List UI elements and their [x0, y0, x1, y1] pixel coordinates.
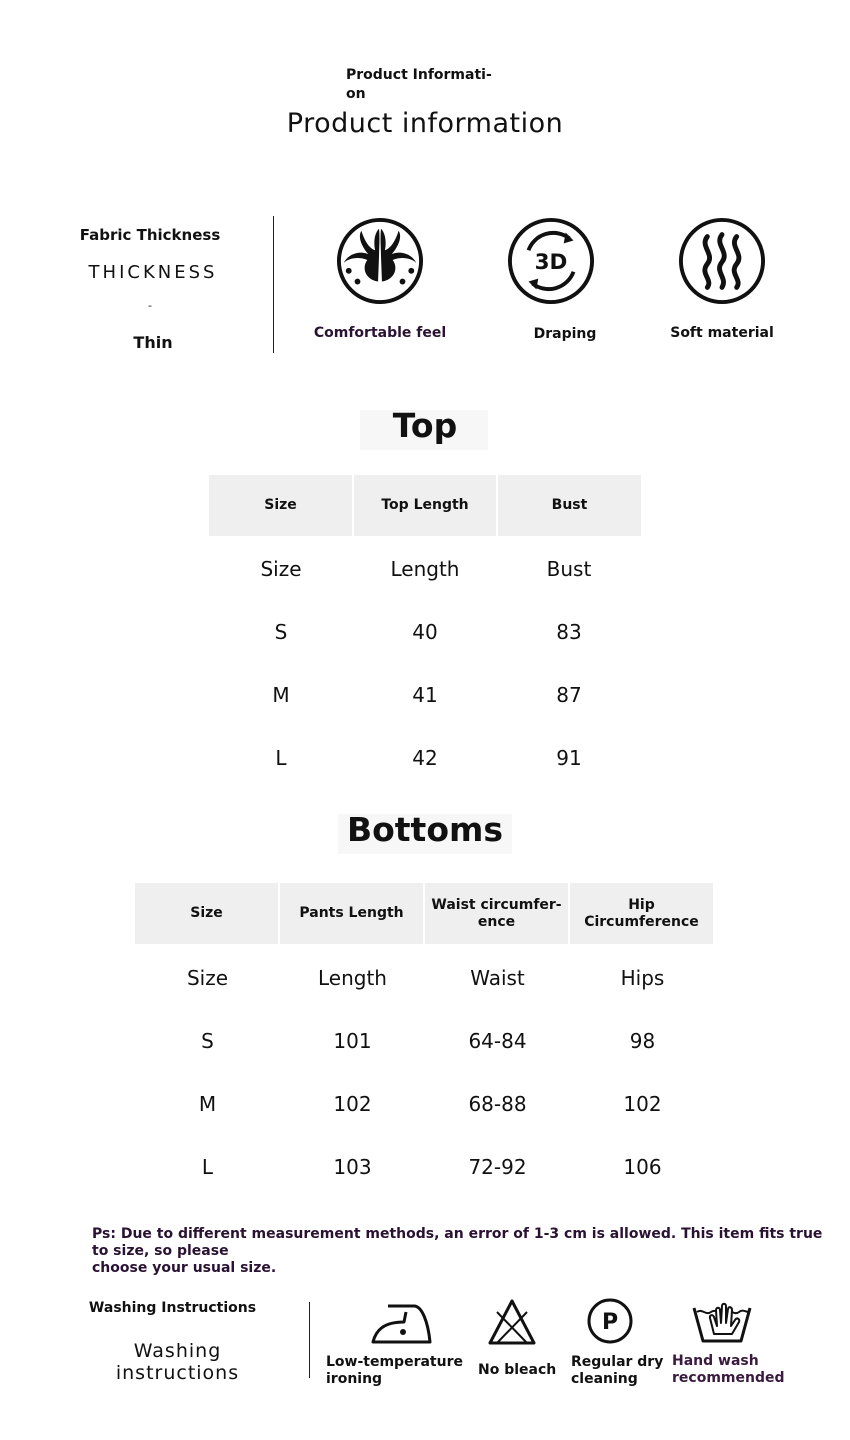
product-info-small-title [346, 66, 506, 104]
washing-label-line1: Washing [133, 1340, 222, 1362]
table-cell: 98 [629, 1028, 656, 1053]
note-line1: Ps: Due to different measurement methods, an error of 1-3 cm is allowed. This item fits true to size, so please [92, 1226, 823, 1259]
table-cell: Size [260, 556, 302, 581]
top-header-bust: Bust [498, 475, 641, 536]
table-cell: 91 [556, 745, 582, 770]
bottoms-header-size: Size [135, 883, 278, 944]
iron-label-line1: Low-temperature [326, 1354, 463, 1370]
iron-label [326, 1354, 466, 1388]
thickness-label: THICKNESS [88, 262, 218, 283]
measurement-note [92, 1226, 832, 1277]
washing-label-line2: instructions [115, 1362, 240, 1384]
table-row [135, 946, 715, 1009]
top-header-length: Top Length [354, 475, 496, 536]
no-bleach-icon [487, 1298, 537, 1350]
table-cell: 68-88 [468, 1091, 527, 1116]
table-cell: Length [390, 556, 460, 581]
washing-label [100, 1340, 255, 1384]
bottoms-header-waist [425, 883, 568, 944]
table-cell: 87 [556, 682, 582, 707]
table-cell: 102 [623, 1091, 662, 1116]
comfortable-feel-icon [336, 217, 424, 309]
small-title-line2: on [346, 86, 366, 102]
fabric-thickness-title: Fabric Thickness [79, 226, 221, 244]
top-section-title: Top [392, 406, 458, 445]
table-row [135, 1072, 715, 1135]
table-cell: Waist [470, 965, 525, 990]
hand-wash-label [672, 1353, 792, 1387]
hand-wash-label-line2: recommended [672, 1370, 785, 1386]
hand-wash-icon [692, 1296, 752, 1348]
top-table-body [209, 537, 641, 789]
table-cell: 42 [412, 745, 438, 770]
table-cell: S [201, 1028, 214, 1053]
draping-label: Draping [533, 326, 597, 342]
table-row [209, 537, 641, 600]
small-title-line1: Product Informati- [346, 67, 492, 83]
table-cell: L [201, 1154, 214, 1179]
table-cell: 106 [623, 1154, 662, 1179]
iron-label-line2: ironing [326, 1371, 383, 1387]
table-row [135, 1009, 715, 1072]
thickness-dash: - [148, 299, 152, 312]
table-row [135, 1135, 715, 1198]
table-cell: Length [318, 965, 387, 990]
table-cell: 83 [556, 619, 582, 644]
product-info-title: Product information [286, 108, 564, 139]
table-cell: Bust [546, 556, 592, 581]
table-cell: Size [186, 965, 229, 990]
waist-header-line1: Waist circumfer- [431, 896, 562, 913]
washing-divider [309, 1302, 310, 1378]
thickness-divider [273, 216, 274, 353]
table-cell: 41 [412, 682, 438, 707]
bottoms-header-length: Pants Length [280, 883, 423, 944]
table-cell: Hips [620, 965, 665, 990]
bottoms-section-title: Bottoms [346, 810, 504, 849]
hand-wash-label-line1: Hand wash [672, 1353, 759, 1369]
soft-material-label: Soft material [670, 325, 774, 341]
washing-instructions-title: Washing Instructions [88, 1300, 257, 1316]
note-line2: choose your usual size. [92, 1260, 277, 1276]
table-cell: 40 [412, 619, 438, 644]
table-cell: 102 [333, 1091, 372, 1116]
table-cell: 72-92 [468, 1154, 527, 1179]
dry-clean-label-line1: Regular dry [571, 1354, 664, 1370]
table-row [209, 663, 641, 726]
table-cell: M [272, 682, 290, 707]
dry-clean-label-line2: cleaning [571, 1371, 638, 1387]
dry-clean-label [571, 1354, 671, 1388]
table-cell: M [198, 1091, 217, 1116]
bottoms-header-hip: Hip Circumference [570, 883, 713, 944]
3d-draping-icon [507, 217, 595, 309]
bottoms-table-body [135, 946, 715, 1198]
table-row [209, 600, 641, 663]
table-cell: 64-84 [468, 1028, 527, 1053]
dry-clean-icon-text: P [601, 1310, 619, 1335]
table-row [209, 726, 641, 789]
table-cell: 103 [333, 1154, 372, 1179]
top-header-size: Size [209, 475, 352, 536]
iron-icon [370, 1302, 432, 1348]
table-cell: 101 [333, 1028, 372, 1053]
comfortable-feel-label: Comfortable feel [313, 325, 447, 341]
thickness-value: Thin [133, 333, 173, 352]
waist-header-line2: ence [477, 913, 516, 930]
3d-icon-text: 3D [534, 249, 568, 275]
table-cell: S [274, 619, 288, 644]
dry-clean-icon [586, 1297, 634, 1349]
bottoms-table-header [135, 883, 713, 944]
top-table-header [209, 475, 641, 536]
table-cell: L [275, 745, 287, 770]
soft-material-icon [678, 217, 766, 309]
no-bleach-label: No bleach [478, 1362, 557, 1378]
